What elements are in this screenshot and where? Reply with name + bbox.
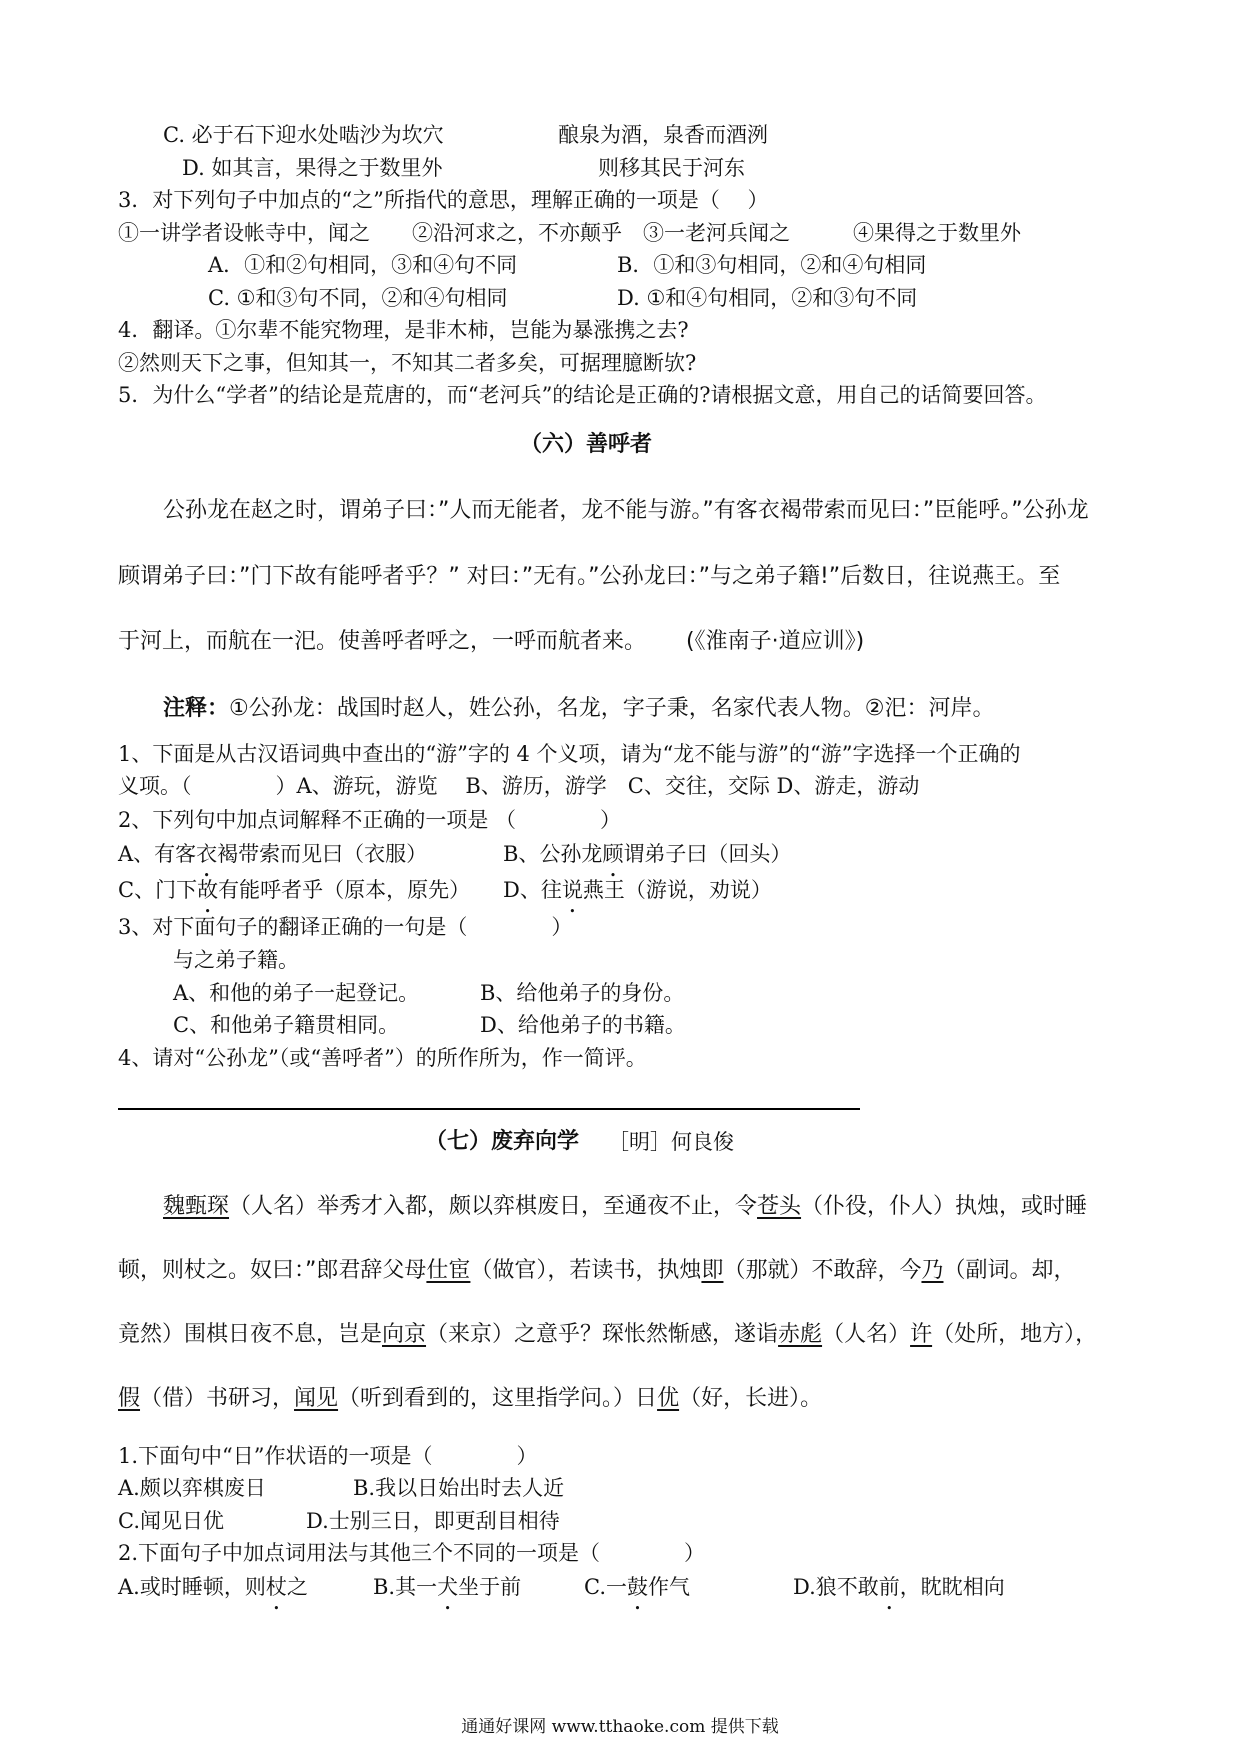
dotted-word: 说 xyxy=(561,878,583,902)
dotted-word: 杖 xyxy=(265,1575,287,1599)
option-c-right: 酿泉为酒，泉香而酒洌 xyxy=(558,123,768,147)
passage-6-line-2: 顾谓弟子曰：”门下故有能呼者乎？” 对曰：”无有。”公孙龙曰：”与之弟子籍!”后数日，往说燕王。至 xyxy=(118,564,1061,589)
s7-q2-option-d: D.狼不敢前，眈眈相向 xyxy=(793,1575,1005,1599)
section-divider xyxy=(118,1108,860,1110)
s7-question-1: 1.下面句中“日”作状语的一项是（ ） xyxy=(118,1444,538,1468)
s6-q2-option-a: A、有客衣褐带索而见曰（衣服） xyxy=(118,842,428,866)
s6-question-2: 2、下列句中加点词解释不正确的一项是 （ ） xyxy=(118,808,622,832)
dotted-word: 犬 xyxy=(437,1575,459,1599)
s6-question-4: 4、请对“公孙龙”（或“善呼者”）的所作所为，作一简评。 xyxy=(118,1046,647,1070)
notes-text: ①公孙龙：战国时赵人，姓公孙，名龙，字子秉，名家代表人物。②汜：河岸。 xyxy=(229,696,995,721)
page-footer: 通通好课网 www.tthaoke.com 提供下载 xyxy=(461,1717,779,1737)
s6-q3-sentence: 与之弟子籍。 xyxy=(173,948,299,972)
q3-option-a: A．①和②句相同，③和④句不同 xyxy=(208,253,518,277)
question-5: 5．为什么“学者”的结论是荒唐的，而“老河兵”的结论是正确的?请根据文意，用自己的话简要回答。 xyxy=(118,383,1047,407)
section-7-title: （七）废弃向学 xyxy=(425,1129,580,1154)
s6-q3-option-c: C、和他弟子籍贯相同。 xyxy=(173,1013,400,1037)
dotted-word: 前 xyxy=(878,1575,900,1599)
s6-q3-option-d: D、给他弟子的书籍。 xyxy=(480,1013,686,1037)
passage-6-source: (《淮南子·道应训》) xyxy=(686,629,865,654)
s7-question-2: 2.下面句子中加点词用法与其他三个不同的一项是（ ） xyxy=(118,1541,706,1565)
s6-q2-option-d: D、往说燕王（游说，劝说） xyxy=(503,878,772,902)
passage-7-line-4: 假（借）书研习，闻见（听到看到的，这里指学问。）日优（好，长进）。 xyxy=(118,1386,823,1411)
question-4-part-2: ②然则天下之事，但知其一，不知其二者多矣，可据理臆断欤? xyxy=(118,351,697,375)
dotted-word: 故 xyxy=(197,878,219,902)
q3-option-c: C. ①和③句不同，②和④句相同 xyxy=(208,286,508,310)
passage-7-line-1: 魏甄琛（人名）举秀才入都，颇以弈棋废日，至通夜不止，令苍头（仆役，仆人）执烛，或时睡 xyxy=(163,1194,1088,1219)
s7-q2-option-a: A.或时睡顿，则杖之 xyxy=(118,1575,308,1599)
s6-question-3: 3、对下面句子的翻译正确的一句是（ ） xyxy=(118,915,573,939)
s7-q1-option-a: A.颇以弈棋废日 xyxy=(118,1476,266,1500)
q3-option-d: D. ①和④句相同，②和③句不同 xyxy=(617,286,918,310)
dotted-word: 鼓 xyxy=(627,1575,648,1599)
option-d-right: 则移其民于河东 xyxy=(598,156,745,180)
notes-label: 注释： xyxy=(163,696,230,721)
s7-q2-option-b: B.其一犬坐于前 xyxy=(373,1575,522,1599)
s7-q2-option-c: C.一鼓作气 xyxy=(584,1575,690,1599)
question-3: 3．对下列句子中加点的“之”所指代的意思，理解正确的一项是（ ） xyxy=(118,188,769,212)
section-6-notes xyxy=(163,694,994,724)
passage-6-line-3: 于河上，而航在一汜。使善呼者呼之，一呼而航者来。 xyxy=(118,629,647,654)
section-7-author: ［明］何良俊 xyxy=(608,1130,734,1154)
section-6-title: （六）善呼者 xyxy=(520,432,653,457)
s6-question-1-options: 义项。（ ）A、游玩，游览 B、游历，游学 C、交往，交际 D、游走，游动 xyxy=(118,774,920,798)
question-4: 4．翻译。①尔辈不能究物理，是非木柿，岂能为暴涨携之去? xyxy=(118,318,689,342)
s7-q1-option-b: B.我以日始出时去人近 xyxy=(353,1476,565,1500)
s6-q2-option-b: B、公孙龙顾谓弟子曰（回头） xyxy=(503,842,792,866)
s6-q2-option-c: C、门下故有能呼者乎（原本，原先） xyxy=(118,878,471,902)
q3-option-b: B．①和③句相同，②和④句相同 xyxy=(617,253,927,277)
s6-q3-option-a: A、和他的弟子一起登记。 xyxy=(173,981,420,1005)
s7-q1-option-d: D.士别三日，即更刮目相待 xyxy=(306,1509,560,1533)
passage-7-line-2: 顿，则杖之。奴曰：”郎君辞父母仕宦（做官），若读书，执烛即（那就）不敢辞，今乃（副词。却， xyxy=(118,1258,1076,1283)
question-3-items: ①一讲学者设帐寺中，闻之 ②沿河求之，不亦颠乎 ③一老河兵闻之 ④果得之于数里外 xyxy=(118,221,1021,245)
s6-question-1: 1、下面是从古汉语词典中查出的“游”字的 4 个义项，请为“龙不能与游”的“游”字选择一个正确的 xyxy=(118,742,1021,766)
s6-q3-option-b: B、给他弟子的身份。 xyxy=(480,981,685,1005)
s7-q1-option-c: C.闻见日优 xyxy=(118,1509,224,1533)
option-c-left: C. 必于石下迎水处啮沙为坎穴 xyxy=(163,123,444,147)
passage-7-line-3: 竟然）围棋日夜不息，岂是向京（来京）之意乎？琛怅然惭感，遂诣赤彪（人名）许（处所，地方）， xyxy=(118,1322,1098,1347)
passage-6-line-1: 公孙龙在赵之时，谓弟子曰：”人而无能者，龙不能与游。”有客衣褐带索而见曰：”臣能呼。”公孙龙 xyxy=(163,498,1089,523)
dotted-word: 顾 xyxy=(602,842,624,866)
dotted-word: 衣 xyxy=(196,842,218,866)
option-d-left: D. 如其言，果得之于数里外 xyxy=(182,156,443,180)
